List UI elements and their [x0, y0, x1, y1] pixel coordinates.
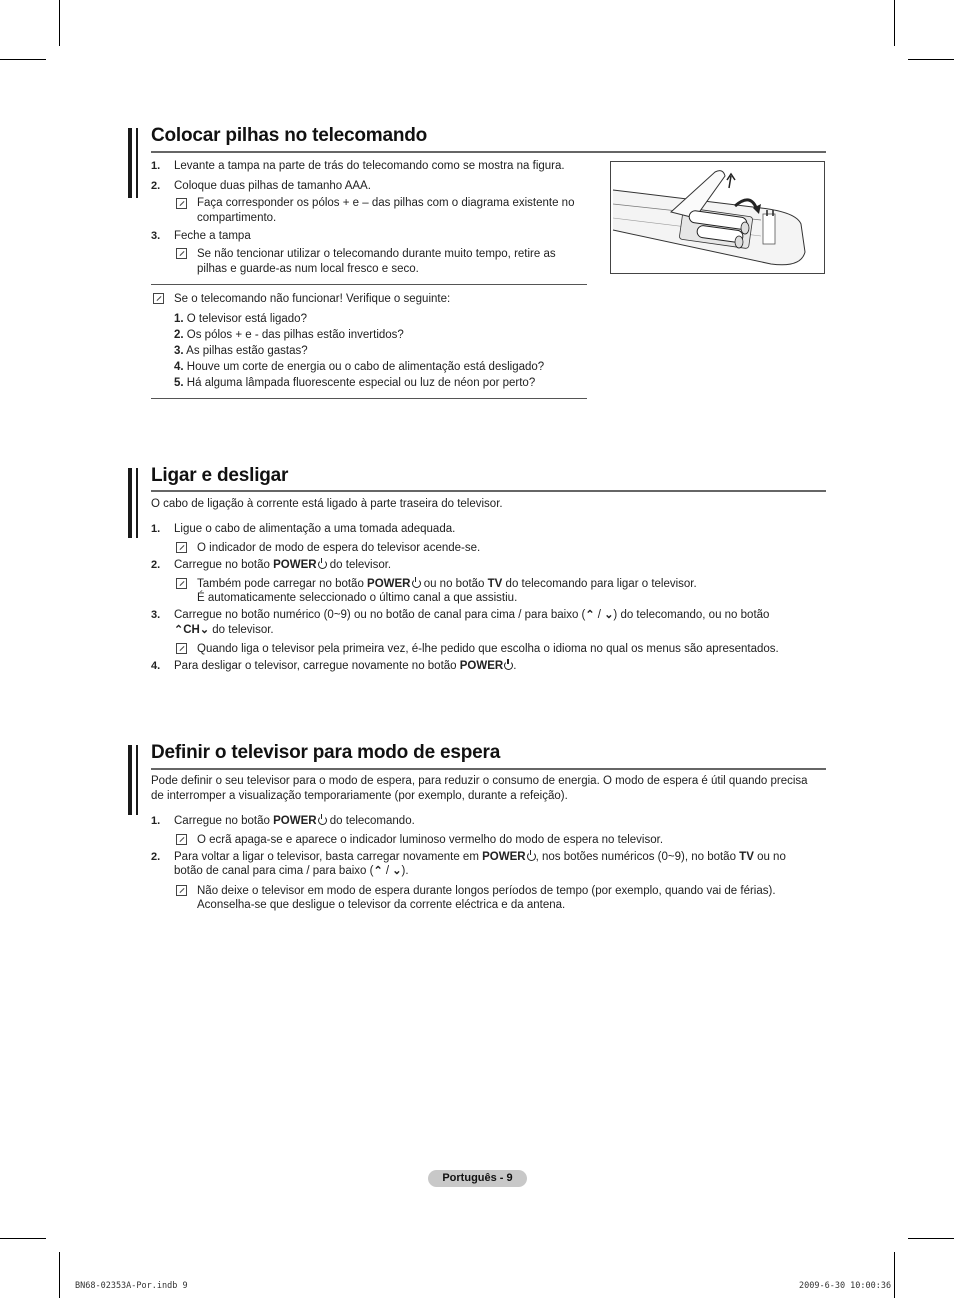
power-icon: [504, 661, 513, 670]
power-label: POWER: [273, 559, 317, 571]
power-label: POWER: [482, 851, 526, 863]
remote-battery-illustration: [610, 161, 825, 274]
crop-mark: [894, 0, 895, 46]
note-text: Faça corresponder os pólos + e – das pilhas com o diagrama existente no: [197, 197, 575, 209]
step-number: 3.: [151, 230, 161, 242]
crop-mark: [894, 1252, 895, 1298]
memo-note-icon: [176, 198, 187, 209]
memo-note-icon: [176, 578, 187, 589]
check-item: [174, 376, 535, 390]
check-text: Há alguma lâmpada fluorescente especial ou luz de néon por perto?: [186, 377, 536, 389]
chevron-down-icon: ⌄: [392, 865, 402, 877]
power-label: POWER: [273, 815, 317, 827]
check-num: 2.: [174, 329, 184, 341]
trouble-note: Se o telecomando não funcionar! Verifique o seguinte:: [174, 293, 451, 305]
step-number: 2.: [151, 559, 161, 571]
page-number-badge: Português - 9: [428, 1170, 527, 1187]
memo-note-icon: [176, 643, 187, 654]
section-title-batteries: Colocar pilhas no telecomando: [151, 125, 428, 146]
divider: [151, 284, 587, 285]
step-number: 4.: [151, 660, 161, 672]
text-run: Carregue no botão: [174, 559, 274, 571]
step-number: 2.: [151, 851, 161, 863]
remote-drawing: [611, 162, 824, 273]
crop-mark: [59, 0, 60, 46]
note-text: Aconselha-se que desligue o televisor da corrente eléctrica e da antena.: [197, 899, 566, 911]
step-number: 2.: [151, 180, 161, 192]
text-run: /: [382, 865, 393, 877]
step-number: 1.: [151, 523, 161, 535]
text-run: Carregue no botão numérico (0~9) ou no botão de canal para cima / para baixo (: [174, 609, 586, 621]
power-label: POWER: [367, 578, 411, 590]
note-text: Não deixe o televisor em modo de espera durante longos períodos de tempo (por exemplo, quando vai de férias).: [197, 885, 776, 897]
step-number: 3.: [151, 609, 161, 621]
power-label: POWER: [459, 660, 504, 672]
ch-label: CH: [183, 624, 200, 636]
check-num: 5.: [174, 377, 184, 389]
power-icon: [318, 816, 327, 825]
text-run: do televisor.: [326, 559, 392, 571]
chevron-up-icon: ⌃: [585, 609, 595, 621]
section-title-standby: Definir o televisor para modo de espera: [151, 742, 501, 763]
power-icon: [412, 579, 421, 588]
step-text: Levante a tampa na parte de trás do telecomando como se mostra na figura.: [174, 160, 565, 172]
text-run: .: [513, 660, 517, 672]
chevron-down-icon: ⌄: [199, 624, 210, 636]
section-rule: [151, 768, 826, 770]
print-slug-left: BN68-02353A-Por.indb 9: [75, 1281, 188, 1291]
text-run: ) do telecomando, ou no botão: [613, 609, 770, 621]
step-text: [174, 608, 769, 622]
step-text: Ligue o cabo de alimentação a uma tomada adequada.: [174, 523, 456, 535]
note-text: compartimento.: [197, 212, 277, 224]
crop-mark: [0, 59, 46, 60]
crop-mark: [0, 1238, 46, 1239]
tv-label: TV: [739, 851, 754, 863]
text-run: Para desligar o televisor, carregue novamente no botão: [174, 660, 460, 672]
step-number: 1.: [151, 815, 161, 827]
chevron-down-icon: ⌄: [604, 609, 614, 621]
note-text: Quando liga o televisor pela primeira vez, é-lhe pedido que escolha o idioma no qual os menus são apresentados.: [197, 643, 779, 655]
memo-note-icon: [176, 885, 187, 896]
check-item: [174, 312, 307, 326]
step-text: [174, 864, 409, 878]
step-text: [174, 814, 415, 828]
note-text: É automaticamente seleccionado o último canal a que assistiu.: [197, 592, 518, 604]
text-run: , nos botões numéricos (0~9), no botão: [535, 851, 740, 863]
text-run: Carregue no botão: [174, 815, 274, 827]
note-text: [197, 577, 697, 591]
intro-text: Pode definir o seu televisor para o modo de espera, para reduzir o consumo de energia. O modo de espera é útil quando precisa: [151, 775, 808, 787]
step-text: [174, 558, 391, 572]
text-run: ).: [401, 865, 409, 877]
check-item: [174, 344, 308, 358]
section-marker: [136, 745, 138, 815]
text-run: Também pode carregar no botão: [197, 578, 368, 590]
chevron-up-icon: ⌃: [174, 624, 184, 636]
check-item: [174, 360, 544, 374]
section-title-power: Ligar e desligar: [151, 465, 289, 486]
note-text: pilhas e guarde-as num local fresco e seco.: [197, 263, 419, 275]
print-slug-right: 2009-6-30 10:00:36: [799, 1281, 892, 1291]
section-marker: [128, 745, 132, 815]
chevron-up-icon: ⌃: [373, 865, 383, 877]
memo-note-icon: [153, 293, 164, 304]
intro-text: O cabo de ligação à corrente está ligado à parte traseira do televisor.: [151, 498, 503, 510]
text-run: ou no botão: [420, 578, 488, 590]
power-icon: [527, 852, 536, 861]
step-text: Feche a tampa: [174, 230, 251, 242]
memo-note-icon: [176, 542, 187, 553]
note-text: O indicador de modo de espera do televisor acende-se.: [197, 542, 481, 554]
text-run: ou no: [753, 851, 786, 863]
section-marker: [136, 468, 138, 538]
check-num: 1.: [174, 313, 184, 325]
note-text: Se não tencionar utilizar o telecomando durante muito tempo, retire as: [197, 248, 556, 260]
check-num: 4.: [174, 361, 184, 373]
check-item: [174, 328, 404, 342]
crop-mark: [59, 1252, 60, 1298]
check-text: Houve um corte de energia ou o cabo de alimentação está desligado?: [186, 361, 545, 373]
divider: [151, 398, 587, 399]
step-text: [174, 623, 274, 637]
intro-text: de interromper a visualização temporariamente (por exemplo, durante a refeição).: [151, 790, 568, 802]
text-run: botão de canal para cima / para baixo (: [174, 865, 374, 877]
tv-label: TV: [487, 578, 503, 590]
crop-mark: [908, 59, 954, 60]
step-text: [174, 850, 786, 864]
section-rule: [151, 151, 826, 153]
check-text: As pilhas estão gastas?: [186, 345, 308, 357]
crop-mark: [908, 1238, 954, 1239]
section-rule: [151, 490, 826, 492]
step-number: 1.: [151, 160, 161, 172]
step-text: Coloque duas pilhas de tamanho AAA.: [174, 180, 371, 192]
text-run: /: [594, 609, 605, 621]
section-marker: [128, 468, 132, 538]
section-marker: [128, 128, 132, 198]
check-text: Os pólos + e - das pilhas estão invertidos?: [186, 329, 404, 341]
note-text: O ecrã apaga-se e aparece o indicador luminoso vermelho do modo de espera no televisor.: [197, 834, 664, 846]
check-num: 3.: [174, 345, 184, 357]
text-run: do telecomando.: [326, 815, 415, 827]
step-text: [174, 659, 516, 673]
memo-note-icon: [176, 248, 187, 259]
text-run: Para voltar a ligar o televisor, basta carregar novamente em: [174, 851, 483, 863]
memo-note-icon: [176, 834, 187, 845]
text-run: do telecomando para ligar o televisor.: [502, 578, 697, 590]
section-marker: [136, 128, 138, 198]
check-text: O televisor está ligado?: [186, 313, 307, 325]
power-icon: [318, 560, 327, 569]
text-run: do televisor.: [209, 624, 274, 636]
